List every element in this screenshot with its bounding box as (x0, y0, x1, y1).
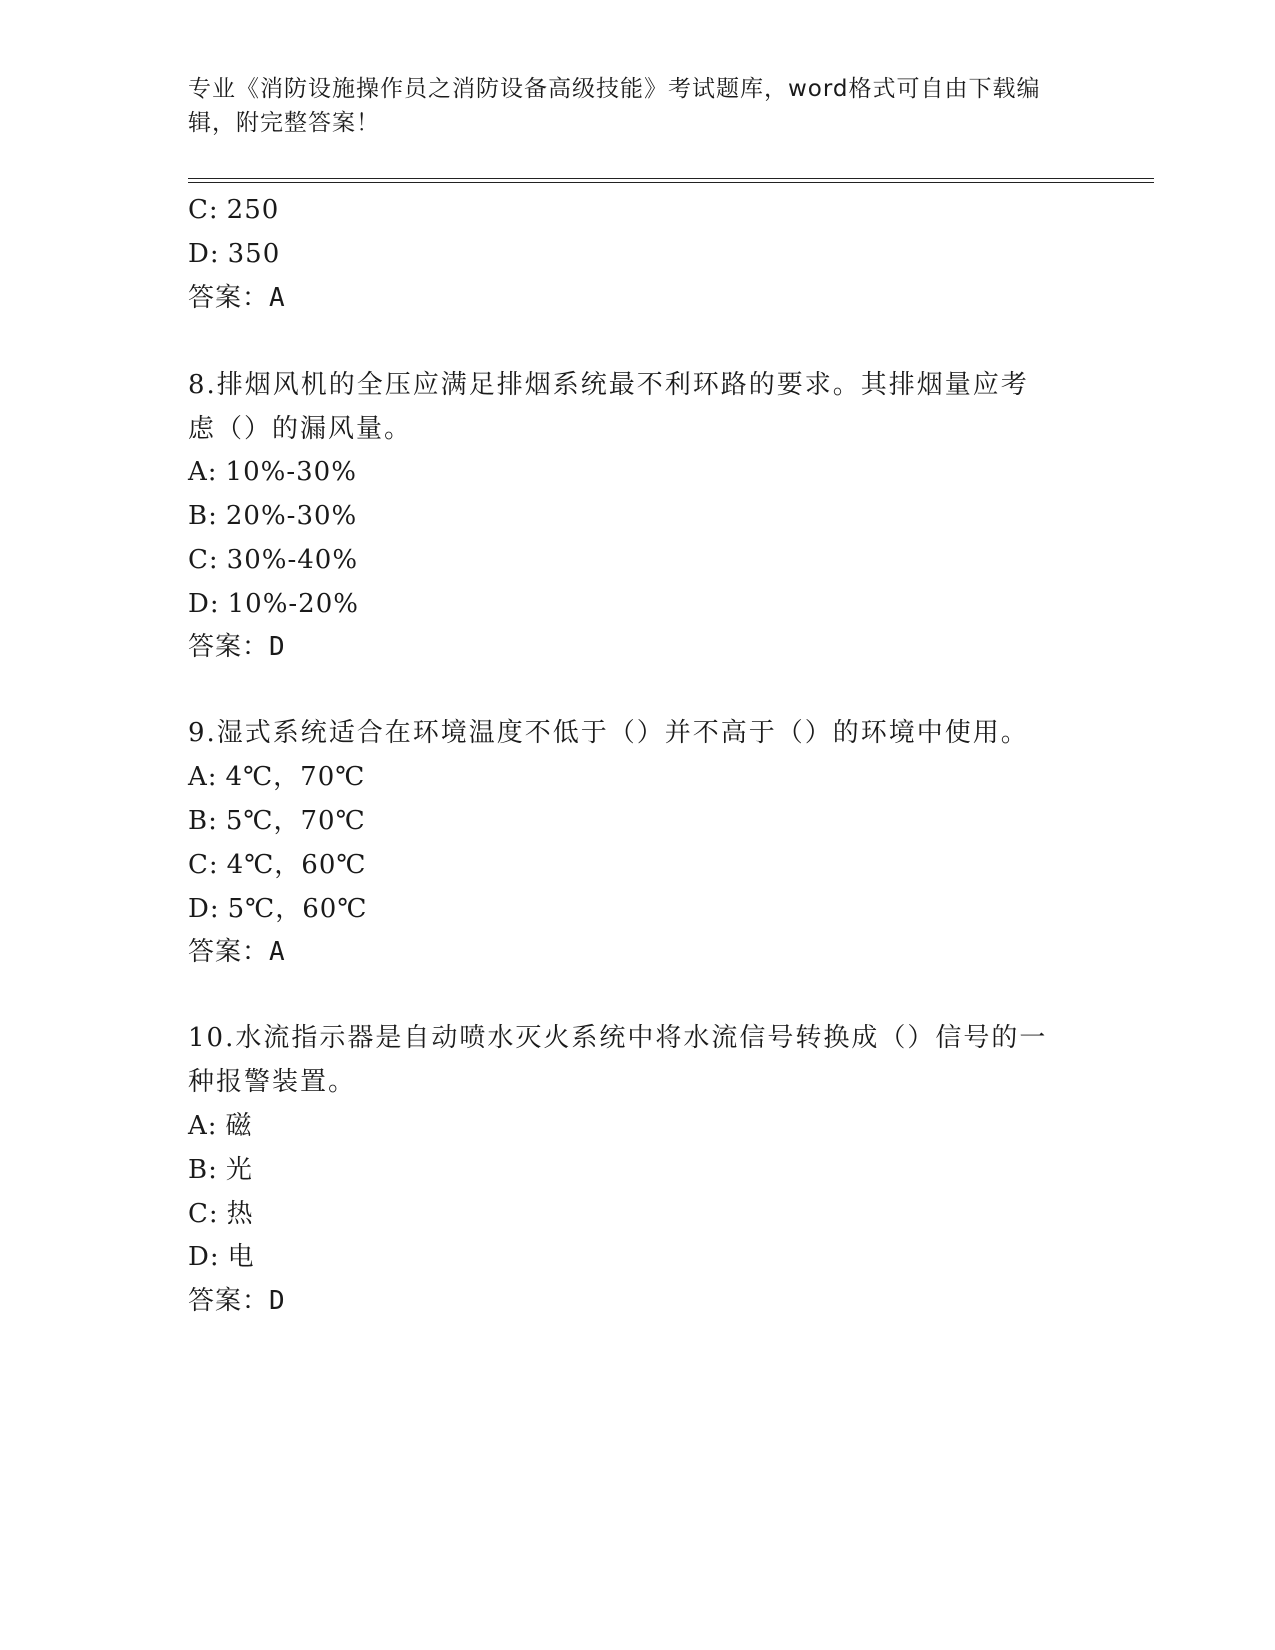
option-key: B: (188, 806, 218, 836)
answer-label: 答案： (188, 283, 270, 313)
option-text: 热 (226, 1199, 254, 1229)
option-key: D: (188, 239, 220, 269)
option-a (188, 1109, 253, 1143)
option-text: 4℃，70℃ (225, 762, 366, 792)
answer-line (188, 1284, 286, 1318)
option-text: 30%-40% (226, 545, 359, 575)
option-c (188, 193, 279, 227)
option-text: 光 (225, 1155, 253, 1185)
option-b (188, 1153, 253, 1187)
answer-value: D (269, 632, 286, 662)
option-text: 250 (226, 195, 280, 225)
option-c (188, 848, 366, 882)
option-key: D: (188, 589, 220, 619)
header-line-1: 专业《消防设施操作员之消防设备高级技能》考试题库，word格式可自由下载编 (188, 76, 1041, 102)
option-text: 磁 (225, 1111, 253, 1141)
option-key: D: (188, 1242, 220, 1272)
option-b (188, 804, 366, 838)
option-c (188, 1197, 254, 1231)
option-text: 5℃，60℃ (227, 894, 368, 924)
question-8-text-line-2: 虑（）的漏风量。 (188, 414, 413, 444)
question-9-text: 9.湿式系统适合在环境温度不低于（）并不高于（）的环境中使用。 (188, 718, 1029, 748)
option-b (188, 499, 357, 533)
option-text: 10%-30% (225, 457, 357, 487)
option-key: A: (188, 762, 218, 792)
answer-label: 答案： (188, 1286, 270, 1316)
answer-label: 答案： (188, 937, 270, 967)
option-d (188, 237, 280, 271)
answer-line (188, 281, 286, 315)
question-8-text-line-1: 8.排烟风机的全压应满足排烟系统最不利环路的要求。其排烟量应考 (188, 370, 1029, 400)
option-key: B: (188, 501, 218, 531)
header-line-2: 辑，附完整答案！ (188, 110, 380, 136)
answer-line (188, 935, 286, 969)
option-d (188, 587, 359, 621)
option-text: 10%-20% (227, 589, 359, 619)
option-a (188, 760, 365, 794)
option-text: 4℃，60℃ (226, 850, 367, 880)
answer-value: A (269, 937, 286, 967)
option-text: 电 (227, 1242, 255, 1272)
answer-line (188, 630, 286, 664)
option-text: 350 (227, 239, 281, 269)
option-key: C: (188, 1199, 219, 1229)
option-text: 20%-30% (225, 501, 358, 531)
answer-label: 答案： (188, 632, 270, 662)
option-text: 5℃，70℃ (225, 806, 366, 836)
option-key: C: (188, 850, 219, 880)
option-key: D: (188, 894, 220, 924)
option-c (188, 543, 358, 577)
option-a (188, 455, 357, 489)
question-10-text-line-1: 10.水流指示器是自动喷水灭火系统中将水流信号转换成（）信号的一 (188, 1023, 1048, 1053)
answer-value: D (269, 1286, 286, 1316)
header-divider-top (188, 178, 1154, 179)
option-key: C: (188, 195, 219, 225)
option-key: C: (188, 545, 219, 575)
document-header (188, 72, 1068, 140)
question-10-text-line-2: 种报警装置。 (188, 1067, 357, 1097)
option-key: B: (188, 1155, 218, 1185)
answer-value: A (269, 283, 286, 313)
option-key: A: (188, 457, 218, 487)
header-divider-bottom (188, 182, 1154, 183)
option-d (188, 1240, 255, 1274)
option-d (188, 892, 367, 926)
option-key: A: (188, 1111, 218, 1141)
